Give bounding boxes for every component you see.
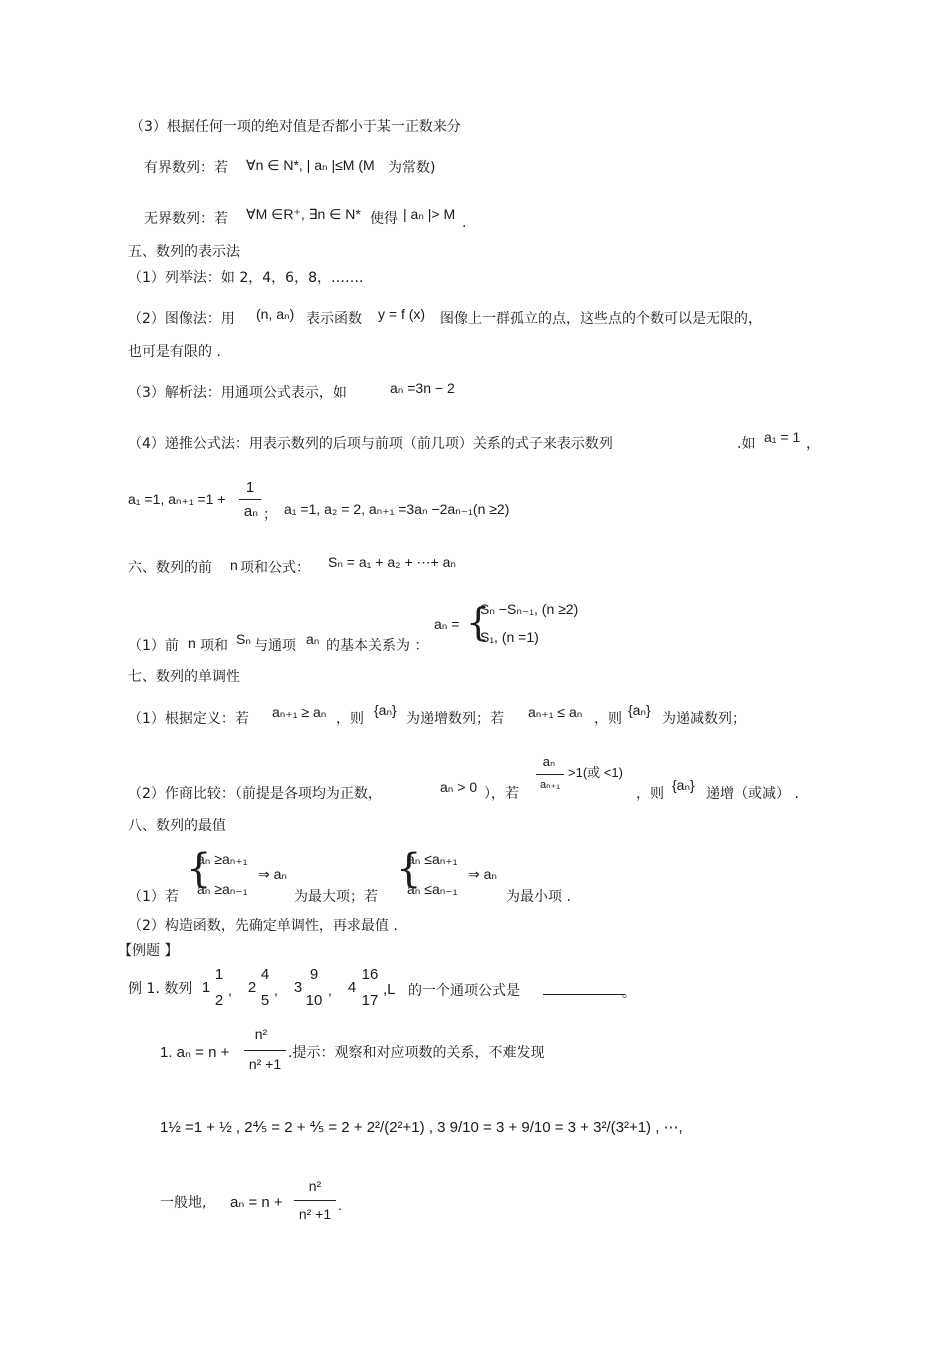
item-3-abs-value: （3）根据任何一项的绝对值是否都小于某一正数来分 (130, 119, 461, 135)
sec6-item1-d: 的基本关系为 ： (326, 638, 429, 654)
ex1-t1-den: 2 (214, 992, 224, 1009)
general-dot: . (338, 1197, 342, 1213)
sec5-item1: （1）列举法：如 2，4，6，8，……． (128, 270, 373, 286)
sec6-item1-n: n (188, 635, 196, 651)
ex1-tail: ,L (383, 981, 396, 998)
ex1-question: 例 1. 数列 (128, 981, 193, 997)
recur2: a₁ =1, a₂ = 2, aₙ₊₁ =3aₙ −2aₙ₋₁(n ≥2) (284, 501, 510, 517)
sec7-item1-a: （1）根据定义：若 (128, 711, 249, 727)
sec8-title: 八、数列的最值 (128, 818, 226, 834)
bounded-formula: ∀n ∈ N*, | aₙ |≤M (M (246, 157, 375, 173)
sec6-item1-c: 与通项 (254, 638, 296, 654)
sec6-case2: S₁, (n =1) (480, 629, 539, 645)
sec8-brace-2: { (396, 846, 422, 892)
ex1-answer: 1. aₙ = n + (160, 1044, 230, 1061)
sec7-item2-a: （2）作商比较：（前提是各项均为正数， (128, 786, 382, 802)
ex1-answer-num: n² (254, 1026, 268, 1042)
recur1-a: a₁ =1, aₙ₊₁ =1 + (128, 491, 226, 507)
sec7-item2-cmp: >1(或 <1) (568, 765, 623, 780)
sec8-item2: （2）构造函数，先确定单调性，再求最值 . (128, 918, 398, 934)
example-heading: 【例题 】 (118, 943, 179, 959)
sec6-lhs: aₙ = (434, 616, 460, 632)
sec7-item2-d: 递增（或减） . (706, 786, 799, 802)
sec7-item2-f1: aₙ > 0 (440, 779, 478, 795)
sec7-item2-bar (536, 774, 564, 775)
sec8-brace-1: { (186, 846, 212, 892)
ex1-t3-num: 9 (309, 966, 319, 983)
ex1-t2-num: 4 (260, 966, 270, 983)
ex1-sep3: , (328, 982, 332, 998)
recur1-bar (239, 499, 261, 500)
ex1-answer-den: n² +1 (248, 1056, 282, 1072)
sec5-item4-formula: a₁ = 1 (764, 429, 801, 445)
sec7-item1-f1: aₙ₊₁ ≥ aₙ (272, 704, 327, 720)
sec5-item2-b: 表示函数 (306, 311, 362, 327)
ex1-sep1: , (228, 982, 232, 998)
ex1-t3-den: 10 (305, 992, 323, 1009)
unbounded-formula2: | aₙ |> M (403, 206, 456, 222)
general-bar (294, 1200, 336, 1201)
sec7-item1-s1: {aₙ} (374, 702, 397, 718)
sec6-item1-S: Sₙ (236, 631, 251, 647)
recur1-den: aₙ (243, 503, 259, 520)
sec5-item2-c: 图像上一群孤立的点，这些点的个数可以是无限的， (440, 311, 762, 327)
unbounded-formula: ∀M ∈R⁺, ∃n ∈ N* (246, 206, 361, 222)
sec6-title: 六、数列的前 (128, 560, 212, 576)
general-den: n² +1 (298, 1206, 332, 1222)
sec5-item3: （3）解析法：用通项公式表示，如 (128, 385, 347, 401)
sec8-case1b: aₙ ≥aₙ₋₁ (197, 881, 248, 897)
recur1-semi: ； (263, 507, 277, 523)
sec5-item3-formula: aₙ =3n − 2 (390, 380, 455, 396)
sec8-item1-c: 为最小项 . (506, 889, 571, 905)
ex1-t4-den: 17 (361, 992, 379, 1009)
ex1-t4-num: 16 (361, 966, 379, 983)
sec6-n: n (230, 557, 238, 573)
sec7-item2-den: aₙ₊₁ (539, 779, 561, 791)
bounded-tail: 为常数) (388, 160, 436, 176)
sec8-case2b: aₙ ≤aₙ₋₁ (407, 881, 458, 897)
bounded-label: 有界数列：若 (144, 160, 228, 176)
general-label: 一般地, (160, 1195, 207, 1211)
sec6-brace: { (466, 600, 491, 644)
general-formula: aₙ = n + (230, 1194, 283, 1211)
sec7-item1-d: ，则 (594, 711, 622, 727)
ex1-t3-whole: 3 (293, 979, 303, 996)
ex1-t2-whole: 2 (247, 979, 257, 996)
general-num: n² (308, 1178, 322, 1194)
ex1-sep2: , (274, 982, 278, 998)
sec5-item4-comma: ， (806, 436, 820, 452)
ex1-t1-whole: 1 (201, 979, 211, 996)
sec7-item1-e: 为递减数列； (662, 711, 746, 727)
sec7-item1-c: 为递增数列；若 (406, 711, 504, 727)
sec7-item2-b: ），若 (484, 786, 519, 802)
sec7-item1-s2: {aₙ} (628, 702, 651, 718)
ex1-answer-bar (244, 1050, 286, 1051)
answer-blank (543, 994, 625, 995)
ex1-pattern-line: 1½ =1 + ½ , 2⅘ = 2 + ⅘ = 2 + 2²/(2²+1) , 3 9/10 = 3 + 9/10 = 3 + 3²/(3²+1) , ⋯, (160, 1119, 683, 1136)
sec6-title2: 项和公式： (240, 560, 310, 576)
sec6-item1-b: 项和 (200, 638, 228, 654)
sec7-item2-num: aₙ (542, 754, 556, 769)
sec8-imp1: ⇒ aₙ (258, 866, 287, 882)
unbounded-end: . (462, 215, 467, 231)
sec7-item1-f2: aₙ₊₁ ≤ aₙ (528, 704, 583, 720)
sec5-title: 五、数列的表示法 (128, 244, 240, 260)
sec7-title: 七、数列的单调性 (128, 669, 240, 685)
recur1-num: 1 (245, 479, 255, 496)
sec7-item2-s: {aₙ} (672, 777, 695, 793)
ex1-end: 。 (622, 985, 636, 1001)
sec7-item2-c: ，则 (636, 786, 664, 802)
sec6-formula: Sₙ = a₁ + a₂ + ⋯+ aₙ (328, 554, 456, 570)
ex1-t1-num: 1 (214, 966, 224, 983)
sec8-imp2: ⇒ aₙ (468, 866, 497, 882)
sec5-item2-f2: y = f (x) (378, 306, 426, 322)
unbounded-label: 无界数列：若 (144, 211, 228, 227)
ex1-t4-whole: 4 (347, 979, 357, 996)
unbounded-mid: 使得 (370, 211, 398, 227)
sec5-item4-b: .如 (737, 436, 756, 452)
sec6-item1-an: aₙ (306, 631, 320, 647)
sec5-item2-f1: (n, aₙ) (256, 306, 295, 322)
sec8-case2a: aₙ ≤aₙ₊₁ (407, 851, 458, 867)
sec5-item4: （4）递推公式法：用表示数列的后项与前项（前几项）关系的式子来表示数列 (128, 436, 613, 452)
sec6-item1-a: （1）前 (128, 638, 179, 654)
sec5-item2-a: （2）图像法：用 (128, 311, 235, 327)
sec8-item1-b: 为最大项；若 (294, 889, 378, 905)
sec8-case1a: aₙ ≥aₙ₊₁ (197, 851, 248, 867)
ex1-question2: 的一个通项公式是 (408, 983, 520, 999)
ex1-t2-den: 5 (260, 992, 270, 1009)
sec6-case1: Sₙ −Sₙ₋₁, (n ≥2) (480, 601, 579, 617)
sec7-item1-b: ，则 (336, 711, 364, 727)
sec8-item1-a: （1）若 (128, 889, 179, 905)
sec5-item2-d: 也可是有限的 . (128, 344, 221, 360)
ex1-hint: .提示：观察和对应项数的关系，不难发现 (288, 1045, 545, 1061)
